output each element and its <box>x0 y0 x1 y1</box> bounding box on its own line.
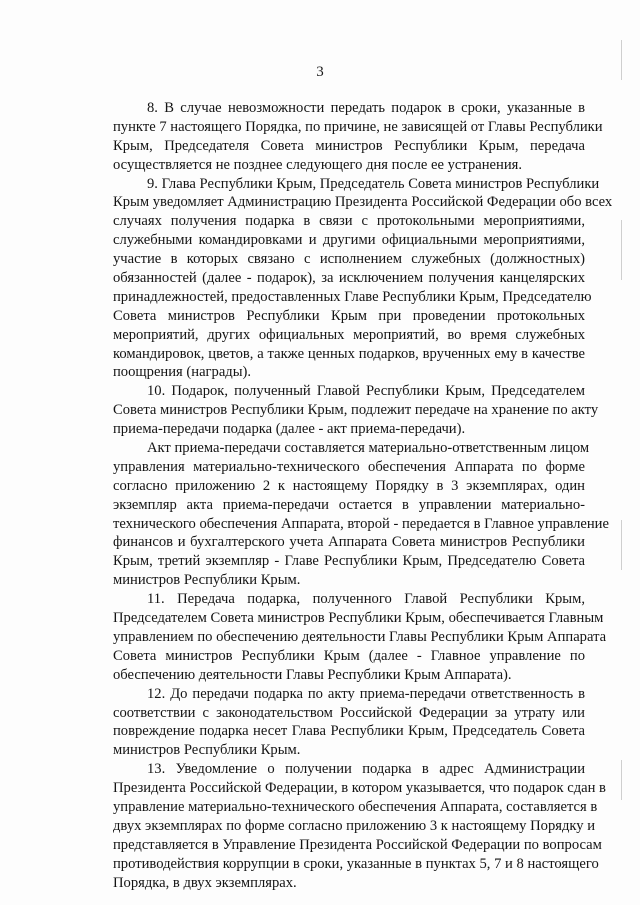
text-line: Председателем Совета министров Республики Крым, обеспечивается Главным <box>113 610 604 627</box>
text-line: повреждение подарка несет Глава Республики Крым, Председатель Совета <box>113 723 585 740</box>
text-line: командировок, цветов, а также ценных подарков, врученных ему в качестве <box>113 345 585 362</box>
text-line: управление материально-технического обеспечения Аппарата, составляется в <box>113 798 598 815</box>
text-line: Крым уведомляет Администрацию Президента Российской Федерации обо всех <box>113 194 613 211</box>
text-line: пункте 7 настоящего Порядка, по причине, не зависящей от Главы Республики <box>113 118 603 135</box>
text-line: обеспечению деятельности Главы Республики Крым Аппарата). <box>113 666 512 683</box>
text-line: осуществляется не позднее следующего дня после ее устранения. <box>113 156 523 173</box>
scan-edge-mark <box>621 760 622 800</box>
text-line: Президента Российской Федерации, в котором указывается, что подарок сдан в <box>113 780 606 797</box>
text-line: соответствии с законодательством Российской Федерации за утрату или <box>113 704 585 721</box>
paragraph-p13 <box>113 760 606 892</box>
text-line: 10. Подарок, полученный Главой Республики Крым, Председателем <box>147 383 585 400</box>
text-line: случаях получения подарка в связи с протокольными мероприятиями, <box>113 213 585 230</box>
text-line: поощрения (награды). <box>113 364 252 381</box>
text-line: министров Республики Крым. <box>113 572 301 589</box>
text-line: 9. Глава Республики Крым, Председатель Совета министров Республики <box>147 175 600 192</box>
text-line: министров Республики Крым. <box>113 742 301 759</box>
text-line: Порядка, в двух экземплярах. <box>113 874 297 891</box>
text-line: технического обеспечения Аппарата, второй - передается в Главное управление <box>113 515 609 532</box>
paragraph-p10b <box>113 439 609 590</box>
paragraph-p9 <box>113 175 613 383</box>
text-line: Совета министров Республики Крым при проведении протокольных <box>113 307 585 324</box>
text-line: управления материально-технического обеспечения Аппарата по форме <box>113 458 585 475</box>
text-line: представляется в Управление Президента Российской Федерации по вопросам <box>113 836 602 853</box>
text-line: мероприятий, других официальных мероприятий, во время служебных <box>113 326 585 343</box>
scan-edge-mark <box>621 220 622 280</box>
text-line: финансов и бухгалтерского учета Аппарата Совета министров Республики <box>113 534 585 551</box>
paragraph-p12 <box>113 685 585 761</box>
text-line: управлением по обеспечению деятельности Главы Республики Крым Аппарата <box>113 628 607 645</box>
text-line: согласно приложению 2 к настоящему Порядку в 3 экземплярах, один <box>113 477 585 494</box>
document-body <box>113 99 613 892</box>
scan-edge-mark <box>621 520 622 570</box>
text-line: 12. До передачи подарка по акту приема-передачи ответственность в <box>147 685 585 702</box>
text-line: противодействия коррупции в сроки, указанные в пунктах 5, 7 и 8 настоящего <box>113 855 599 872</box>
page-number: 3 <box>316 64 324 80</box>
text-line: обязанностей (далее - подарок), за исключением получения канцелярских <box>113 270 585 287</box>
text-line: 13. Уведомление о получении подарка в адрес Администрации <box>147 761 585 778</box>
text-line: 11. Передача подарка, полученного Главой Республики Крым, <box>147 591 585 608</box>
scan-edge-mark <box>621 40 622 80</box>
text-line: Совета министров Республики Крым (далее - Главное управление по <box>113 647 585 664</box>
text-line: экземпляр акта приема-передачи остается в управлении материально- <box>113 496 585 513</box>
paragraph-p11 <box>113 590 607 684</box>
paragraph-p8 <box>113 99 603 175</box>
text-line: принадлежностей, предоставленных Главе Республики Крым, Председателю <box>113 288 592 305</box>
text-line: Крым, третий экземпляр - Главе Республики Крым, Председателю Совета <box>113 553 585 570</box>
text-line: Совета министров Республики Крым, подлежит передаче на хранение по акту <box>113 402 599 419</box>
text-line: Акт приема-передачи составляется материально-ответственным лицом <box>147 440 590 457</box>
text-line: участие в которых связано с исполнением служебных (должностных) <box>113 251 585 268</box>
text-line: приема-передачи подарка (далее - акт приема-передачи). <box>113 421 466 438</box>
text-line: служебными командировками и другими официальными мероприятиями, <box>113 232 585 249</box>
text-line: 8. В случае невозможности передать подарок в сроки, указанные в <box>147 100 585 116</box>
paragraph-p10 <box>113 382 599 439</box>
text-line: Крым, Председателя Совета министров Республики Крым, передача <box>113 137 585 154</box>
text-line: двух экземплярах по форме согласно приложению 3 к настоящему Порядку и <box>113 817 596 834</box>
